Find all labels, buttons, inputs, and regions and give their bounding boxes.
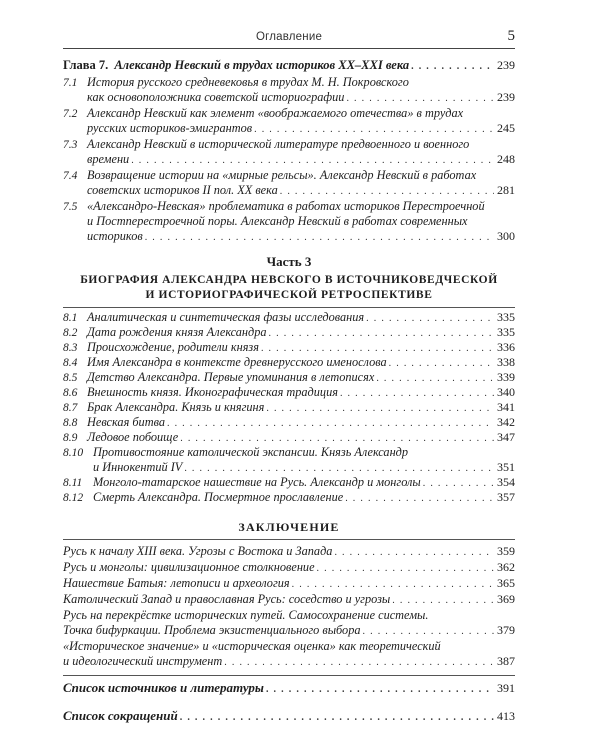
leader-dots bbox=[266, 401, 494, 416]
item-number: 8.7 bbox=[63, 402, 78, 414]
item-number: 7.5 bbox=[63, 201, 78, 213]
leader-dots bbox=[292, 577, 494, 592]
page-ref: 369 bbox=[497, 592, 515, 606]
toc-item[interactable] bbox=[63, 475, 515, 490]
item-text: Аналитическая и синтетическая фазы исследования bbox=[87, 310, 365, 324]
item-text: как основоположника советской историографии bbox=[87, 90, 345, 104]
page-ref: 300 bbox=[497, 229, 515, 243]
item-text: Точка бифуркации. Проблема экзистенциального выбора bbox=[63, 623, 361, 637]
leader-dots bbox=[266, 682, 494, 697]
page-ref: 340 bbox=[497, 385, 515, 399]
page-ref: 357 bbox=[497, 490, 515, 504]
page-ref: 365 bbox=[497, 576, 515, 590]
page-ref: 342 bbox=[497, 415, 515, 429]
leader-dots bbox=[184, 461, 494, 476]
item-number: 8.5 bbox=[63, 372, 78, 384]
leader-dots bbox=[363, 624, 495, 639]
leader-dots bbox=[376, 371, 494, 386]
item-text: История русского средневековья в трудах М. Н. Покровского bbox=[87, 75, 409, 89]
item-text: Происхождение, родители князя bbox=[87, 340, 259, 354]
item-text: Смерть Александра. Посмертное прославление bbox=[93, 490, 344, 504]
toc-item[interactable] bbox=[63, 490, 515, 505]
leader-dots bbox=[224, 655, 494, 670]
part-subtitle-line: БИОГРАФИЯ АЛЕКСАНДРА НЕВСКОГО В ИСТОЧНИКОВЕДЧЕСКОЙ bbox=[80, 274, 498, 286]
page-ref: 335 bbox=[497, 310, 515, 324]
leader-dots bbox=[317, 561, 494, 576]
section-rule bbox=[63, 675, 515, 676]
toc-item[interactable] bbox=[63, 199, 515, 244]
item-text: «Александро-Невская» проблематика в работах историков Перестроечной bbox=[87, 199, 485, 213]
toc-item[interactable] bbox=[63, 576, 515, 591]
chapter-label: Глава 7. bbox=[63, 58, 109, 72]
toc-item[interactable] bbox=[63, 430, 515, 445]
page-ref: 335 bbox=[497, 325, 515, 339]
page-ref: 239 bbox=[497, 90, 515, 104]
toc-item[interactable] bbox=[63, 415, 515, 430]
leader-dots bbox=[334, 545, 494, 560]
item-text: Детство Александра. Первые упоминания в летописях bbox=[87, 370, 375, 384]
item-number: 8.10 bbox=[63, 447, 84, 459]
item-number: 8.11 bbox=[63, 477, 83, 489]
leader-dots bbox=[145, 230, 494, 245]
item-number: 7.4 bbox=[63, 170, 78, 182]
item-text: Монголо-татарское нашествие на Русь. Александр и монголы bbox=[93, 475, 421, 489]
toc-item[interactable] bbox=[63, 325, 515, 340]
page-number: 5 bbox=[507, 28, 515, 44]
page-ref: 387 bbox=[497, 654, 515, 668]
leader-dots bbox=[180, 431, 494, 446]
item-text: Русь и монголы: цивилизационное столкновение bbox=[63, 560, 315, 574]
item-number: 8.1 bbox=[63, 312, 78, 324]
leader-dots bbox=[392, 593, 494, 608]
item-text: и Иннокентий IV bbox=[93, 460, 183, 474]
item-text: Имя Александра в контексте древнерусского именослова bbox=[87, 355, 387, 369]
item-number: 8.2 bbox=[63, 327, 78, 339]
toc-bibliography[interactable] bbox=[63, 680, 515, 695]
page-ref: 391 bbox=[497, 681, 515, 695]
toc-item[interactable] bbox=[63, 544, 515, 559]
toc-item[interactable] bbox=[63, 168, 515, 198]
chapter-title: Александр Невский в трудах историков XX–XXI века bbox=[114, 58, 410, 72]
item-number: 8.8 bbox=[63, 417, 78, 429]
toc-item[interactable] bbox=[63, 592, 515, 607]
toc-item[interactable] bbox=[63, 400, 515, 415]
item-text: и Постперестроечной поры. Александр Невский в работах современных bbox=[87, 214, 468, 228]
item-text: Список источников и литературы bbox=[63, 680, 264, 695]
toc-item[interactable] bbox=[63, 370, 515, 385]
part-subtitle-line: И ИСТОРИОГРАФИЧЕСКОЙ РЕТРОСПЕКТИВЕ bbox=[145, 289, 433, 301]
leader-dots bbox=[180, 710, 494, 725]
item-text: Александр Невский как элемент «воображаемого отечества» в трудах bbox=[87, 106, 464, 120]
page-ref: 413 bbox=[497, 709, 515, 723]
toc-item[interactable] bbox=[63, 560, 515, 575]
leader-dots bbox=[423, 476, 494, 491]
toc-item[interactable] bbox=[63, 355, 515, 370]
item-text: Ледовое побоище bbox=[87, 430, 179, 444]
item-text: Александр Невский в исторической литературе предвоенного и военного bbox=[87, 137, 470, 151]
toc-abbreviations[interactable] bbox=[63, 708, 515, 723]
leader-dots bbox=[261, 341, 494, 356]
running-header bbox=[63, 28, 515, 49]
section-rule bbox=[63, 539, 515, 540]
toc-item[interactable] bbox=[63, 310, 515, 325]
page-ref: 359 bbox=[497, 544, 515, 558]
item-text: Противостояние католической экспансии. Князь Александр bbox=[93, 445, 409, 459]
toc-item[interactable] bbox=[63, 137, 515, 167]
item-text: «Историческое значение» и «историческая оценка» как теоретический bbox=[63, 639, 441, 653]
item-text: времени bbox=[87, 152, 130, 166]
page-ref: 354 bbox=[497, 475, 515, 489]
toc-item[interactable] bbox=[63, 75, 515, 105]
item-number: 8.4 bbox=[63, 357, 78, 369]
toc-item[interactable] bbox=[63, 445, 515, 475]
item-text: и идеологический инструмент bbox=[63, 654, 223, 668]
item-text: Католический Запад и православная Русь: соседство и угрозы bbox=[63, 592, 391, 606]
page-ref: 281 bbox=[497, 183, 515, 197]
page-ref: 362 bbox=[497, 560, 515, 574]
item-number: 8.6 bbox=[63, 387, 78, 399]
page-ref: 379 bbox=[497, 623, 515, 637]
page-ref: 339 bbox=[497, 370, 515, 384]
leader-dots bbox=[280, 184, 494, 199]
leader-dots bbox=[389, 356, 494, 371]
item-number: 7.3 bbox=[63, 139, 78, 151]
part-title: Часть 3 bbox=[266, 254, 312, 269]
item-number: 7.1 bbox=[63, 77, 78, 89]
item-text: русских историков-эмигрантов bbox=[87, 121, 253, 135]
toc-item[interactable] bbox=[63, 340, 515, 355]
item-text: Внешность князя. Иконографическая традиция bbox=[87, 385, 338, 399]
page-ref: 351 bbox=[497, 460, 515, 474]
toc-chapter-7[interactable] bbox=[63, 58, 515, 73]
item-text: Невская битва bbox=[87, 415, 165, 429]
item-text: Список сокращений bbox=[63, 708, 178, 723]
page-ref: 245 bbox=[497, 121, 515, 135]
conclusion-title: ЗАКЛЮЧЕНИЕ bbox=[238, 520, 340, 534]
item-text: советских историков II пол. XX века bbox=[87, 183, 278, 197]
leader-dots bbox=[340, 386, 494, 401]
leader-dots bbox=[269, 326, 494, 341]
item-text: Русь к началу XIII века. Угрозы с Востока и Запада bbox=[63, 544, 333, 558]
part-subtitle bbox=[63, 273, 515, 303]
page-ref: 338 bbox=[497, 355, 515, 369]
item-text: Возвращение истории на «мирные рельсы». Александр Невский в работах bbox=[87, 168, 477, 182]
header-title: Оглавление bbox=[255, 31, 323, 43]
item-text: Дата рождения князя Александра bbox=[87, 325, 267, 339]
leader-dots bbox=[131, 153, 494, 168]
leader-dots bbox=[346, 91, 494, 106]
item-number: 7.2 bbox=[63, 108, 78, 120]
leader-dots bbox=[411, 59, 494, 74]
toc-item[interactable] bbox=[63, 385, 515, 400]
item-number: 8.3 bbox=[63, 342, 78, 354]
item-text: Русь на перекрёстке исторических путей. Самосохранение системы. bbox=[63, 608, 429, 622]
page-ref: 248 bbox=[497, 152, 515, 166]
toc-item[interactable] bbox=[63, 639, 515, 669]
leader-dots bbox=[167, 416, 494, 431]
leader-dots bbox=[254, 122, 494, 137]
toc-item[interactable] bbox=[63, 608, 515, 638]
item-text: историков bbox=[87, 229, 143, 243]
toc-item[interactable] bbox=[63, 106, 515, 136]
page-ref: 336 bbox=[497, 340, 515, 354]
leader-dots bbox=[366, 311, 494, 326]
page-ref: 347 bbox=[497, 430, 515, 444]
item-number: 8.9 bbox=[63, 432, 78, 444]
item-text: Нашествие Батыя: летописи и археология bbox=[63, 576, 290, 590]
section-rule bbox=[63, 307, 515, 308]
item-text: Брак Александра. Князь и княгиня bbox=[87, 400, 265, 414]
page-ref: 341 bbox=[497, 400, 515, 414]
item-number: 8.12 bbox=[63, 492, 84, 504]
leader-dots bbox=[345, 491, 494, 506]
page-ref: 239 bbox=[497, 58, 515, 72]
